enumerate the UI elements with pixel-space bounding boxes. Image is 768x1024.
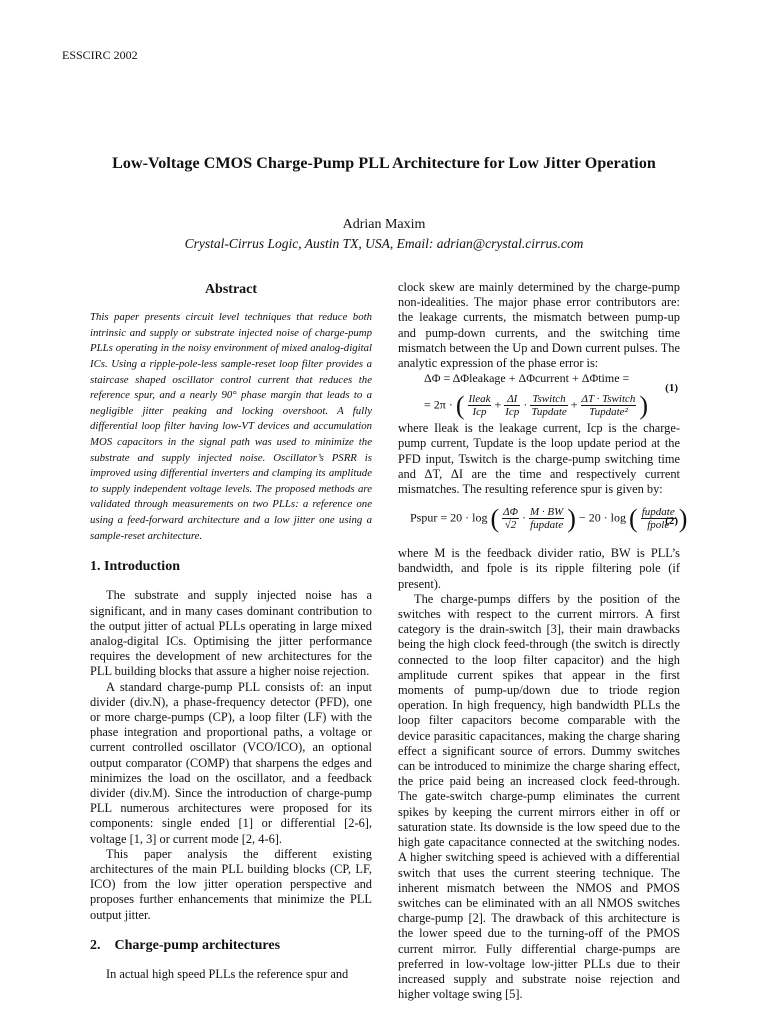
- section-2-paragraph-2: clock skew are mainly determined by the charge-pump non-idealities. The major phase error contributors are: the leakage currents, the mismatch between pump-up and pump-down currents, and the switching time mismatch between the Up and Down current pulses. The analytic expression of the phase error is:: [398, 280, 680, 371]
- equation-1-number: (1): [665, 382, 678, 395]
- abstract-text: This paper presents circuit level techniques that reduce both intrinsic and supply or substrate injected noise of charge-pump PLLs operating in the noisy environment of mixed analog-digital ICs. Using a ripple-pole-less sample-reset loop filter provides a staircase shaped oscillator control current that reduces the reference spur, and a nearly 90° phase margin that leads to a negligible jitter peaking and locking overshoot. A fully differential loop filter having low-VT devices and accumulation MOS capacitors in the signal path was used to minimize the substrate and supply injected noise. Oscillator’s PSRR is improved using differential inverters and clamping its amplitude to supply independent voltage levels. The proposed methods are validated through measurements on two PLLs: a reference one using a feed-forward architecture and a low jitter one using a sample-reset architecture.: [90, 311, 372, 542]
- author-name: Adrian Maxim: [342, 217, 426, 232]
- section-2-paragraph-1: In actual high speed PLLs the reference spur and: [106, 966, 349, 981]
- equation-2-bandwidth-term: $\frac{M \cdot BW}{\text{fupdate}}$: [529, 506, 564, 532]
- equation-1-term-switch: $\frac{\text{Tswitch}}{\text{Tupdate}}$: [531, 393, 567, 419]
- equation-1-term-current: $\frac{\Delta I}{\text{Icp}}$: [505, 393, 520, 419]
- abstract-heading: Abstract: [204, 282, 258, 297]
- left-column: [90, 282, 372, 982]
- intro-paragraph-3: This paper analysis the different existing architectures of the main PLL building blocks (CP, LF, ICO) from the low jitter operation perspective and proposes further enhancements that minimize the PLL output jitter.: [90, 846, 372, 922]
- intro-paragraph-1: The substrate and supply injected noise has a significant, and in many cases dominant contribution to the output jitter of actual PLLs operating in large mixed analog-digital ICs. Optimising the jitter performance requires the development of new architectures for the PLL building blocks that assure a higher noise rejection.: [90, 588, 372, 679]
- section-2-paragraph-3: where Ileak is the leakage current, Icp is the charge-pump current, Tupdate is the loop update period at the PFD input, Tswitch is the charge-pump switching time and ΔT, ΔI are the time and respectively current mismatches. The resulting reference spur is given by:: [398, 421, 680, 497]
- intro-paragraph-2: A standard charge-pump PLL consists of: an input divider (div.N), a phase-frequency detector (PFD), one or more charge-pumps (CP), a loop filter (LF) with the phase integration and proportional paths, a voltage or current controlled oscillator (VCO/ICO), an optional output comparator (COMP) that sharpens the edges and minimizes the load on the oscillator, and a feedback divider (div.M). Since the introduction of charge-pump PLL numerous architectures were proposed for its components: single ended [1] or differential [2-6], voltage [1, 3] or current mode [2, 4-6].: [90, 679, 372, 846]
- section-1-heading: 1. Introduction: [90, 559, 180, 575]
- equation-2: Pspur = 20 · log ( $\frac{\Delta\Phi}{√2}$ · $\frac{M \cdot BW}{\text{fupdate}}$ ) − 20 · log ( $\frac{\text{fupdate}}{\text{fpole}}$ ) (2): [410, 504, 688, 534]
- section-2-paragraph-4: where M is the feedback divider ratio, BW is PLL’s bandwidth, and fpole is its ripple filtering pole (if present).: [398, 546, 680, 591]
- equation-2-lhs: Pspur = 20 · log: [410, 510, 488, 525]
- equation-1-term-leak: $\frac{\text{Ileak}}{\text{Icp}}$: [468, 393, 491, 419]
- section-2-paragraph-5: The charge-pumps differs by the position of the switches with respect to the current mirrors. A first category is the drain-switch [3], their main drawbacks being the high clock feed-through (the switch is directly connected to the loop filter capacitor) and the high amplitude current spikes that appear in the first moments of pump-up/down due to triode region operation. In high frequency, high bandwidth PLLs the loop filter capacitors become comparable with the device parasitic capacitances, making the charge sharing effect a significant source of errors. Dummy switches can be introduced to minimize the charge sharing effect, the price paid being an increased clock feed-through. The gate-switch charge-pump eliminates the current spikes by keeping the current mirrors either in off or saturation state. Its downside is the low speed due to the high gate capacitance connected at the switching nodes. A higher switching speed is achieved with a differential switch that uses the current steering technique. The inherent mismatch between the NMOS and PMOS switches can be eliminated with an all NMOS switches charge-pump [2]. The drawback of this architecture is the lower speed due to the turning-off of the PMOS current mirror. Fully differential charge-pumps are preferred in low-voltage low-jitter PLLs due to their increased supply and substrate noise rejection and higher voltage swing [5].: [398, 591, 680, 1002]
- equation-2-pole-term: $\frac{\text{fupdate}}{\text{fpole}}$: [641, 506, 675, 532]
- equation-1-line-1: ΔΦ = ΔΦleakage + ΔΦcurrent + ΔΦtime =: [424, 371, 630, 386]
- paper-title: Low-Voltage CMOS Charge-Pump PLL Architecture for Low Jitter Operation: [112, 155, 656, 172]
- equation-1-line-2: = 2π · ( $\frac{\text{Ileak}}{\text{Icp}}$ + $\frac{\Delta I}{\text{Icp}}$ · $\frac{\text{Tswitch}}{\text{Tupdate}}$ + $\frac{\text{ΔT · Tswitch}}{\text{Tupdate²}}$ ): [424, 391, 649, 421]
- equation-2-middle: − 20 · log: [578, 510, 627, 525]
- equation-1: [398, 371, 680, 421]
- equation-1-prefix: = 2π ·: [424, 397, 453, 412]
- equation-1-term-time: $\frac{\text{ΔT · Tswitch}}{\text{Tupdate²}}$: [581, 393, 636, 419]
- section-2-heading: 2. Charge-pump architectures: [90, 937, 281, 953]
- author-affiliation: Crystal-Cirrus Logic, Austin TX, USA, Email: adrian@crystal.cirrus.com: [184, 236, 584, 251]
- right-column: [398, 280, 688, 1002]
- equation-2-phase-term: $\frac{\Delta\Phi}{√2}$: [503, 506, 518, 532]
- conference-header: ESSCIRC 2002: [62, 48, 138, 62]
- equation-2-number: (2): [665, 515, 678, 528]
